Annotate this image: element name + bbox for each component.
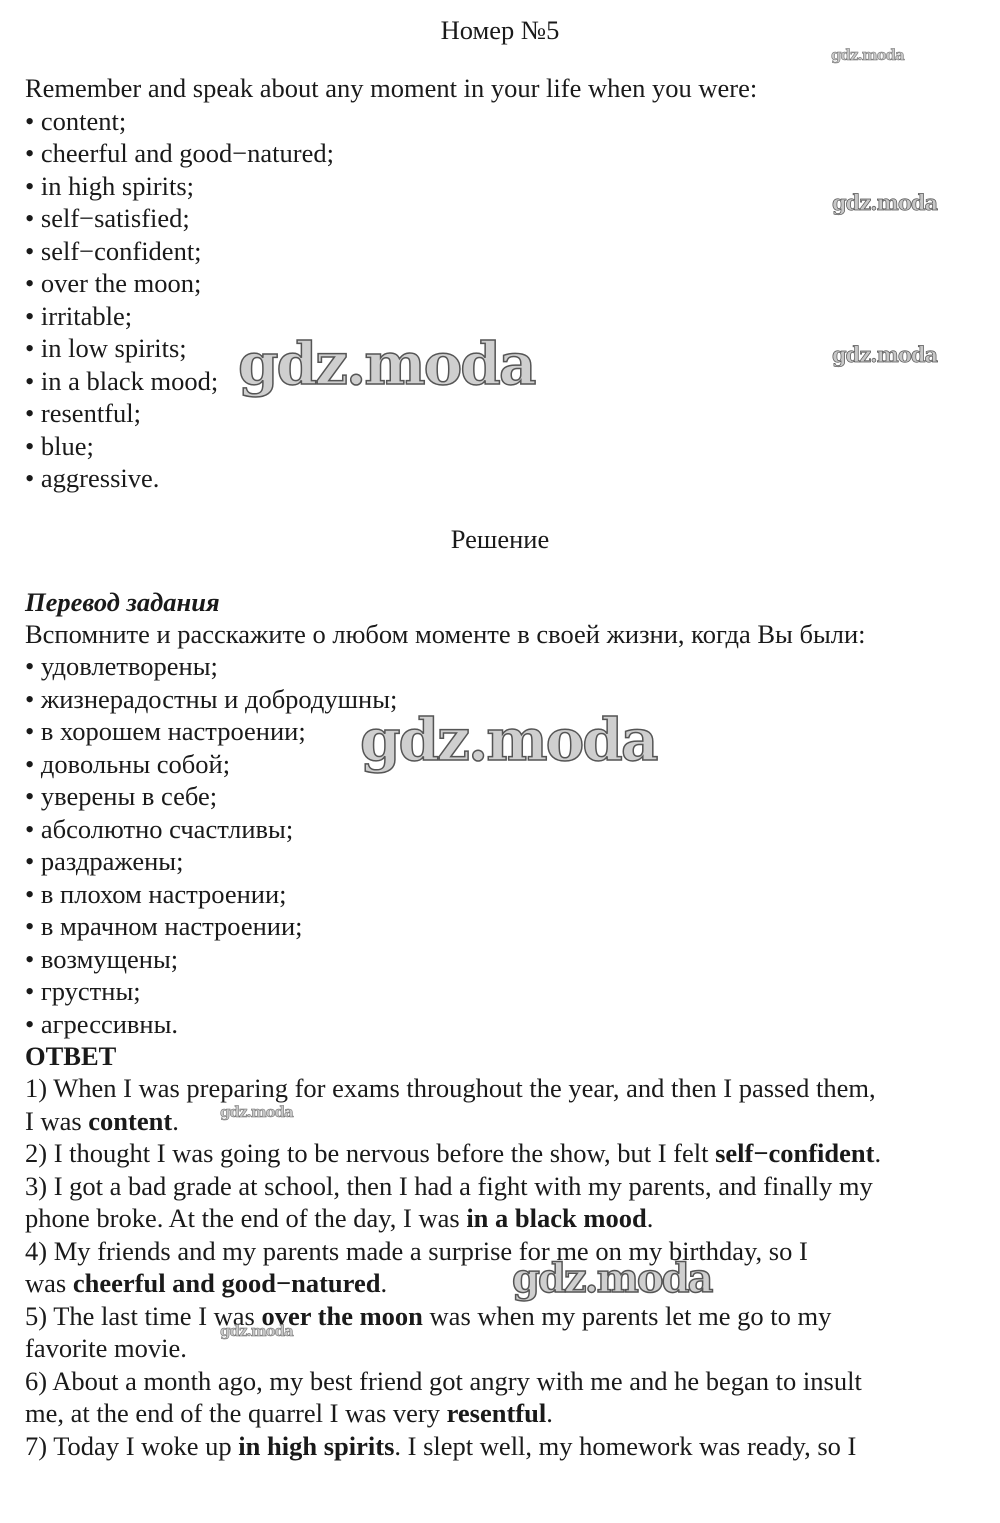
answer-4-keyword: cheerful and good−natured [72, 1268, 381, 1298]
translation-item: • возмущены; [25, 944, 179, 974]
translation-item: • грустны; [25, 976, 141, 1006]
answer-5-text: 5) The last time I was [25, 1301, 262, 1331]
translation-item: • жизнерадостны и добродушны; [25, 684, 398, 714]
answer-5-rest: was when my parents let me go to my [422, 1301, 832, 1331]
answer-5-keyword: over the moon [261, 1301, 423, 1331]
answer-3-text: phone broke. At the end of the day, I was [25, 1203, 467, 1233]
task-item: • in low spirits; [25, 333, 187, 363]
answer-5-line-1 [25, 1300, 831, 1332]
answer-2 [25, 1137, 881, 1169]
answer-6-keyword: resentful [446, 1398, 547, 1428]
answer-3-line-1: 3) I got a bad grade at school, then I had a fight with my parents, and finally my [25, 1171, 873, 1201]
answer-1-line-1: 1) When I was preparing for exams throughout the year, and then I passed them, [25, 1073, 876, 1103]
answer-6-line-2 [25, 1397, 553, 1429]
answer-4-line-1: 4) My friends and my parents made a surprise for me on my birthday, so I [25, 1236, 808, 1266]
answer-6-text: me, at the end of the quarrel I was very [25, 1398, 447, 1428]
watermark: gdz.moda [220, 1322, 293, 1340]
answer-3-end: . [646, 1203, 654, 1233]
task-item: • irritable; [25, 301, 133, 331]
translation-item: • в мрачном настроении; [25, 911, 303, 941]
answer-5-line-2: favorite movie. [25, 1333, 187, 1363]
answer-2-end: . [874, 1138, 882, 1168]
task-item: • over the moon; [25, 268, 202, 298]
task-item: • in a black mood; [25, 366, 219, 396]
task-item: • resentful; [25, 398, 141, 428]
task-item: • self−satisfied; [25, 203, 190, 233]
page-title: Номер №5 [440, 15, 560, 45]
answer-7 [25, 1430, 856, 1462]
watermark: gdz.moda [832, 342, 938, 367]
translation-item: • агрессивны. [25, 1009, 179, 1039]
task-item: • in high spirits; [25, 171, 195, 201]
answer-1-end: . [172, 1106, 179, 1136]
translation-item: • в плохом настроении; [25, 879, 287, 909]
task-item: • cheerful and good−natured; [25, 138, 334, 168]
answer-4-end: . [380, 1268, 388, 1298]
watermark: gdz.moda [512, 1255, 712, 1302]
translation-item: • абсолютно счастливы; [25, 814, 294, 844]
task-item: • blue; [25, 431, 94, 461]
translation-intro: Вспомните и расскажите о любом моменте в своей жизни, когда Вы были: [25, 619, 866, 649]
watermark: gdz.moda [831, 46, 904, 64]
translation-item: • уверены в себе; [25, 781, 218, 811]
answer-6-line-1: 6) About a month ago, my best friend got angry with me and he began to insult [25, 1366, 862, 1396]
answer-2-keyword: self−confident [715, 1138, 875, 1168]
answer-6-end: . [546, 1398, 553, 1428]
answer-7-text: 7) Today I woke up [25, 1431, 239, 1461]
translation-item: • удовлетворены; [25, 651, 218, 681]
translation-item: • довольны собой; [25, 749, 231, 779]
task-item: • aggressive. [25, 463, 160, 493]
answer-heading: ОТВЕТ [25, 1041, 117, 1071]
answer-7-rest: . I slept well, my homework was ready, so I [394, 1431, 857, 1461]
translation-heading: Перевод задания [25, 587, 220, 617]
translation-item: • в хорошем настроении; [25, 716, 306, 746]
answer-7-keyword: in high spirits [238, 1431, 395, 1461]
watermark: gdz.moda [220, 1103, 293, 1121]
task-item: • self−confident; [25, 236, 202, 266]
answer-1-line-2 [25, 1105, 179, 1137]
answer-3-line-2 [25, 1202, 653, 1234]
answer-3-keyword: in a black mood [466, 1203, 647, 1233]
answer-1-keyword: content [88, 1106, 173, 1136]
translation-item: • раздражены; [25, 846, 184, 876]
answer-1-text: I was [25, 1106, 89, 1136]
task-intro: Remember and speak about any moment in your life when you were: [25, 73, 758, 103]
watermark: gdz.moda [832, 190, 938, 215]
task-item: • content; [25, 106, 127, 136]
answer-2-text: 2) I thought I was going to be nervous before the show, but I felt [25, 1138, 716, 1168]
solution-heading: Решение [450, 524, 550, 554]
watermark: gdz.moda [238, 330, 535, 398]
answer-4-text: was [25, 1268, 73, 1298]
watermark: gdz.moda [360, 706, 657, 774]
answer-4-line-2 [25, 1267, 387, 1299]
